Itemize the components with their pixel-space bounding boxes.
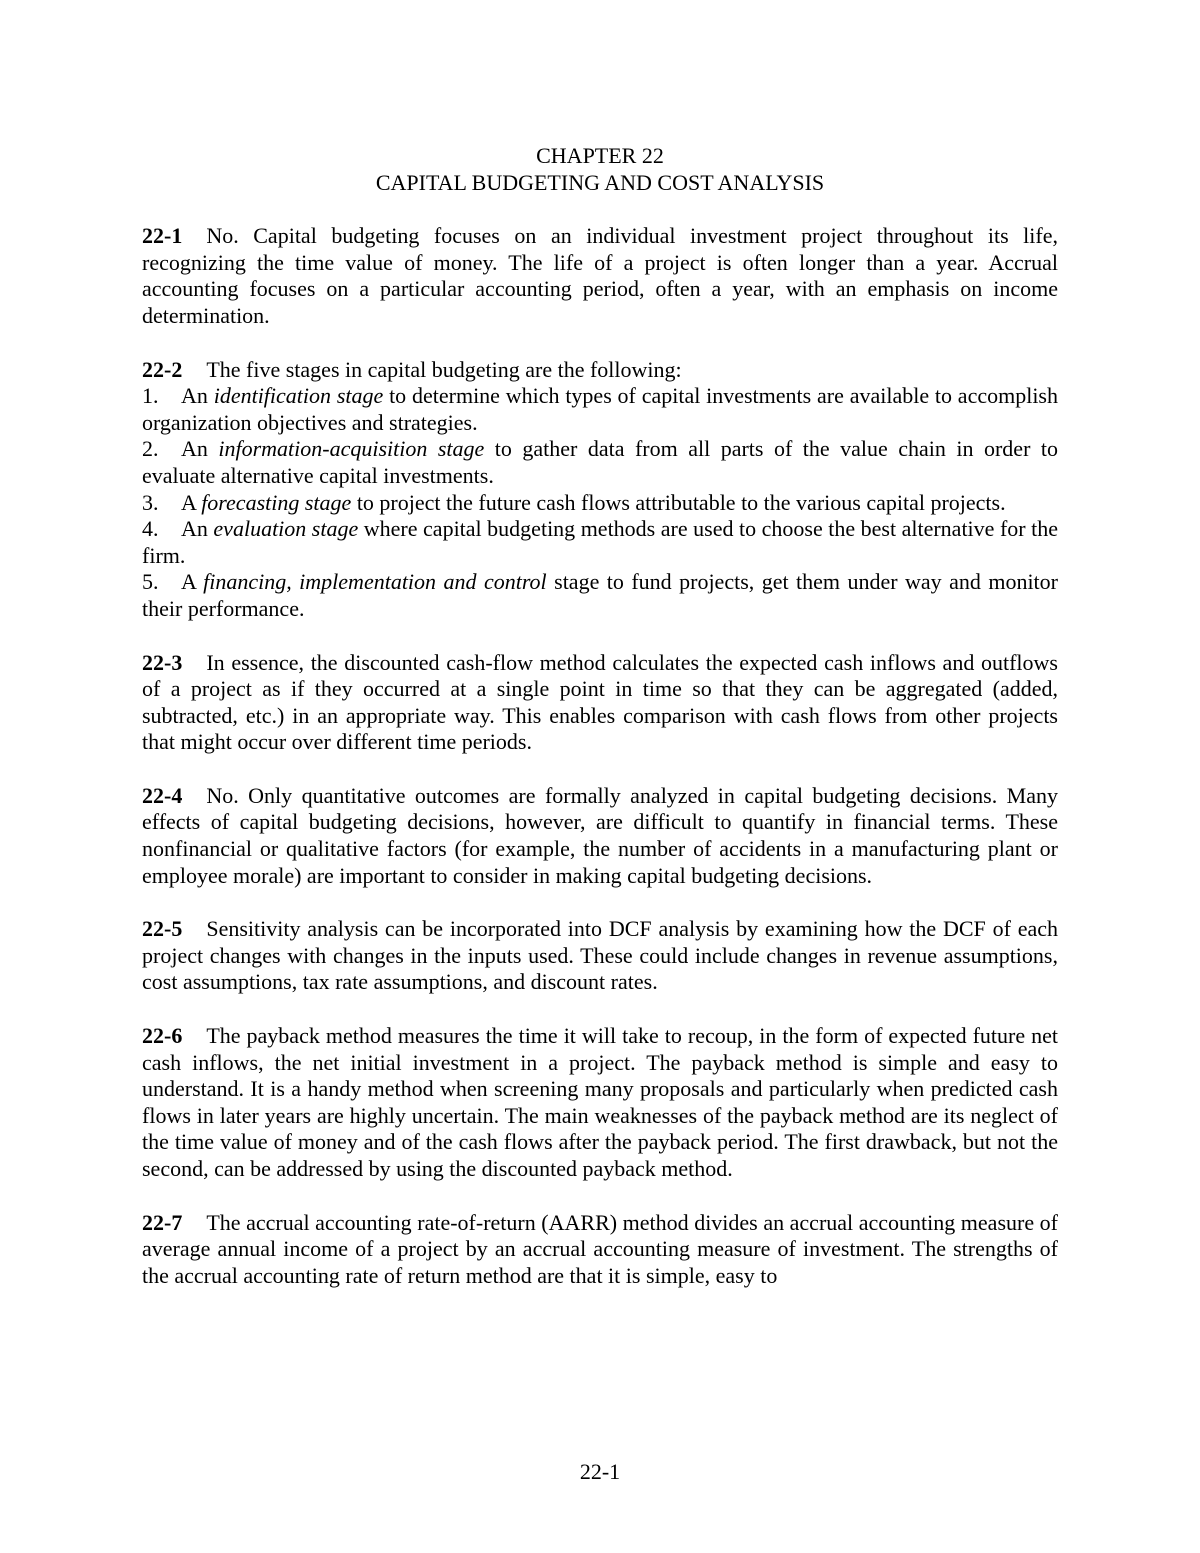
list-item-text: where capital budgeting methods are used to choose the best alternative for the firm. (142, 516, 1058, 568)
list-item-emphasis: evaluation stage (213, 516, 359, 542)
list-item-text: to determine which types of capital investments are available to accomplish organization objectives and strategies. (142, 383, 1058, 435)
answer-22-5 (142, 916, 1058, 996)
list-item (142, 383, 1058, 436)
answer-22-7 (142, 1210, 1058, 1290)
chapter-title: CAPITAL BUDGETING AND COST ANALYSIS (375, 169, 825, 195)
answer-intro: The five stages in capital budgeting are the following: (206, 356, 682, 382)
answer-number: 22-6 (142, 1023, 183, 1049)
document-page (142, 143, 1058, 1289)
list-item-number: 1. (142, 383, 159, 409)
page-number: 22-1 (579, 1459, 621, 1484)
list-item-prefix: A (181, 569, 204, 595)
answer-number: 22-2 (142, 356, 183, 382)
list-item-text: to project the future cash flows attributable to the various capital projects. (351, 489, 1006, 515)
list-item-emphasis: identification stage (213, 383, 384, 409)
list-item-emphasis: financing, implementation and control (203, 569, 547, 595)
answer-22-2 (142, 357, 1058, 623)
list-item-text: stage to fund projects, get them under way and monitor their performance. (142, 569, 1058, 621)
answer-number: 22-1 (142, 223, 183, 249)
answer-number: 22-4 (142, 782, 183, 808)
answer-22-6 (142, 1023, 1058, 1183)
list-item (142, 490, 1058, 517)
answer-number: 22-7 (142, 1209, 183, 1235)
list-item-number: 3. (142, 489, 159, 515)
list-item-number: 4. (142, 516, 159, 542)
answer-number: 22-5 (142, 916, 183, 942)
list-item-prefix: An (181, 383, 214, 409)
chapter-number: CHAPTER 22 (536, 143, 664, 168)
list-item (142, 569, 1058, 622)
answer-22-4 (142, 783, 1058, 889)
list-item-prefix: A (181, 489, 202, 515)
chapter-heading (142, 143, 1058, 196)
answer-22-3 (142, 650, 1058, 756)
list-item-emphasis: information-acquisition stage (218, 436, 485, 462)
list-item (142, 516, 1058, 569)
list-item-prefix: An (181, 436, 219, 462)
list-item-emphasis: forecasting stage (201, 489, 352, 515)
list-item-number: 2. (142, 436, 159, 462)
list-item-prefix: An (181, 516, 214, 542)
answer-text: No. Capital budgeting focuses on an individual investment project throughout its life, recognizing the time value of money. The life of a project is often longer than a year. Accrual accounting focuses on a particular accounting period, often a year, with an emphasis on income determination. (142, 223, 1058, 328)
list-item-number: 5. (142, 569, 159, 595)
list-item-text: to gather data from all parts of the value chain in order to evaluate alternative capital investments. (142, 436, 1058, 488)
answer-text: The payback method measures the time it will take to recoup, in the form of expected future net cash inflows, the net initial investment in a project. The payback method is simple and easy to understand. It is a handy method when screening many proposals and particularly when predicted cash flows in later years are highly uncertain. The main weaknesses of the payback method are its neglect of the time value of money and of the cash flows after the payback period. The first drawback, but not the second, can be addressed by using the discounted payback method. (142, 1023, 1058, 1181)
answer-text: In essence, the discounted cash-flow method calculates the expected cash inflows and outflows of a project as if they occurred at a single point in time so that they can be aggregated (added, subtracted, etc.) in an appropriate way. This enables comparison with cash flows from other projects that might occur over different time periods. (142, 649, 1058, 755)
answer-intro-line (142, 357, 1058, 384)
answer-text: Sensitivity analysis can be incorporated into DCF analysis by examining how the DCF of each project changes with changes in the inputs used. These could include changes in revenue assumptions, cost assumptions, tax rate assumptions, and discount rates. (142, 916, 1058, 995)
answer-text: No. Only quantitative outcomes are formally analyzed in capital budgeting decisions. Many effects of capital budgeting decisions, however, are difficult to quantify in financial terms. These nonfinancial or qualitative factors (for example, the number of accidents in a manufacturing plant or employee morale) are important to consider in making capital budgeting decisions. (142, 782, 1058, 888)
answer-22-1 (142, 223, 1058, 329)
list-item (142, 436, 1058, 489)
answer-number: 22-3 (142, 649, 183, 675)
answer-text: The accrual accounting rate-of-return (AARR) method divides an accrual accounting measure of average annual income of a project by an accrual accounting measure of investment. The strengths of the accrual accounting rate of return method are that it is simple, easy to (142, 1209, 1058, 1288)
